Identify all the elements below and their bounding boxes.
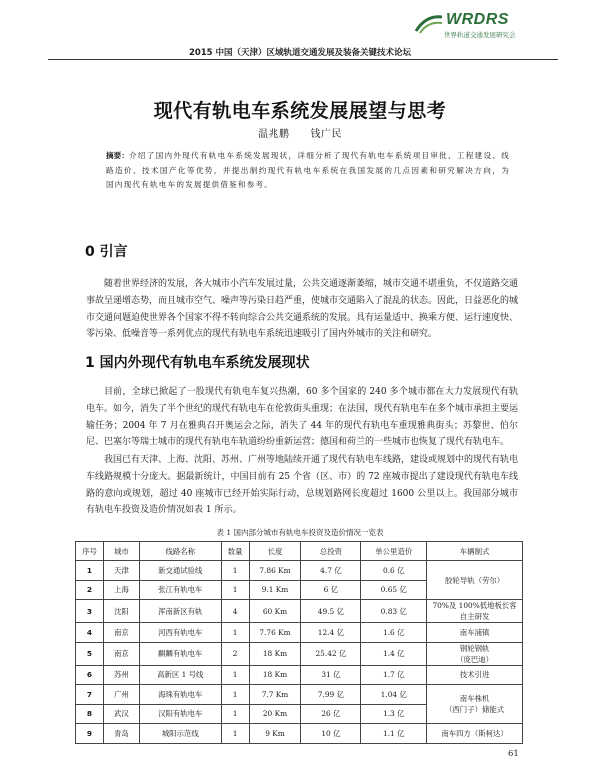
col-header: 车辆制式 — [427, 542, 523, 561]
status-paragraph-1: 目前，全球已掀起了一股现代有轨电车复兴热潮，60 多个国家的 240 多个城市都在大力发展现代有轨电车。如今，消失了半个世纪的现代有轨电车在伦敦街头重现；在法国，现代有轨电车在多个城市承担主要运输任务；2004 年 7 月在雅典召开奥运会之际，消失了 44 年的现代有轨电车重现雅典街头；苏黎世、伯尔尼、巴塞尔等瑞士城市的现代有轨电车轨道纷纷重新运营；德国和荷兰的一些城市也恢复了现代有轨电车。 — [86, 387, 519, 448]
table-header-row — [76, 542, 523, 561]
cell-line: 城阳示范线 — [139, 724, 221, 744]
mode-line: （庞巴迪） — [456, 654, 494, 664]
cell-count: 1 — [221, 724, 249, 744]
rail-logo-icon — [414, 13, 444, 35]
cell-no: 7 — [76, 685, 104, 705]
cell-per-km: 0.6 亿 — [361, 561, 427, 581]
cell-mode: 技术引进 — [427, 665, 523, 685]
cell-line: 河西有轨电车 — [139, 623, 221, 643]
cell-mode: 南车四方（斯柯达） — [427, 724, 523, 744]
cell-count: 2 — [221, 642, 249, 665]
cell-city: 沈阳 — [103, 600, 139, 623]
cell-total: 12.4 亿 — [301, 623, 361, 643]
cell-length: 7.86 Km — [249, 561, 301, 581]
cell-line: 高新区 1 号线 — [139, 665, 221, 685]
table-row — [76, 600, 523, 623]
table-caption: 表 1 国内部分城市有轨电车投资及造价情况一览表 — [216, 528, 384, 537]
paper-title: 现代有轨电车系统发展展望与思考 — [153, 100, 447, 122]
cell-line: 张江有轨电车 — [139, 580, 221, 600]
cell-mode: 70%及 100%低地板长客自主研发 — [427, 600, 523, 623]
table-row — [76, 561, 523, 581]
cell-per-km: 0.65 亿 — [361, 580, 427, 600]
section-heading-intro: 0 引言 — [85, 244, 128, 260]
cell-line: 海珠有轨电车 — [139, 685, 221, 705]
cell-city: 青岛 — [103, 724, 139, 744]
cell-city: 天津 — [103, 561, 139, 581]
cell-city: 武汉 — [103, 704, 139, 724]
cell-length: 7.7 Km — [249, 685, 301, 705]
mode-line: 钢轮钢轨 — [459, 643, 490, 653]
cell-no: 4 — [76, 623, 104, 643]
cell-total: 49.5 亿 — [301, 600, 361, 623]
cell-per-km: 1.04 亿 — [361, 685, 427, 705]
table-row — [76, 724, 523, 744]
cell-length: 18 Km — [249, 665, 301, 685]
cell-count: 4 — [221, 600, 249, 623]
investment-table — [75, 541, 523, 744]
intro-paragraph: 随着世界经济的发展，各大城市小汽车发展过量，公共交通逐渐萎缩，城市交通不堪重负，不仅道路交通事故呈递增态势，而且城市空气、噪声等污染日趋严重，使城市交通陷入了混乱的状态。因此，日益恶化的城市交通问题迫使世界各个国家不得不转向综合公共交通系统的发展。具有运量适中、换乘方便、运行速度快、零污染、低噪音等一系列优点的现代有轨电车系统迅速吸引了国内外城市的关注和研究。 — [86, 279, 519, 340]
running-head: 2015 中国（天津）区域轨道交通发展及装备关键技术论坛 — [188, 48, 412, 58]
cell-per-km: 1.1 亿 — [361, 724, 427, 744]
cell-no: 8 — [76, 704, 104, 724]
cell-no: 9 — [76, 724, 104, 744]
cell-line: 麒麟有轨电车 — [139, 642, 221, 665]
cell-length: 9 Km — [249, 724, 301, 744]
cell-line: 新交通试验线 — [139, 561, 221, 581]
abstract-text: 介绍了国内外现代有轨电车系统发展现状，详细分析了现代有轨电车系统项目审批、工程建设、线路造价、技术国产化等优势，并提出制约现代有轨电车系统在我国发展的几点因素和研究解决方向，为国内现代有轨电车的发展提供借鉴和参考。 — [106, 151, 510, 189]
col-header: 总投资 — [301, 542, 361, 561]
cell-total: 26 亿 — [301, 704, 361, 724]
cell-mode — [427, 685, 523, 724]
cell-count: 1 — [221, 704, 249, 724]
cell-line: 汉阳有轨电车 — [139, 704, 221, 724]
cell-city: 南京 — [103, 642, 139, 665]
col-header: 城市 — [103, 542, 139, 561]
cell-count: 1 — [221, 665, 249, 685]
abstract — [106, 149, 510, 193]
cell-count: 1 — [221, 561, 249, 581]
cell-count: 1 — [221, 580, 249, 600]
col-header: 序号 — [76, 542, 104, 561]
col-header: 线路名称 — [139, 542, 221, 561]
cell-total: 31 亿 — [301, 665, 361, 685]
col-header: 长度 — [249, 542, 301, 561]
cell-length: 60 Km — [249, 600, 301, 623]
cell-city: 苏州 — [103, 665, 139, 685]
cell-city: 上海 — [103, 580, 139, 600]
cell-length: 7.76 Km — [249, 623, 301, 643]
col-header: 数量 — [221, 542, 249, 561]
cell-city: 南京 — [103, 623, 139, 643]
cell-count: 1 — [221, 685, 249, 705]
table-row — [76, 623, 523, 643]
cell-per-km: 1.6 亿 — [361, 623, 427, 643]
header-rule — [48, 59, 558, 60]
cell-total: 25.42 亿 — [301, 642, 361, 665]
cell-total: 7.99 亿 — [301, 685, 361, 705]
cell-no: 1 — [76, 561, 104, 581]
paper-authors: 温兆鹏 钱广民 — [258, 129, 342, 140]
abstract-label: 摘要： — [106, 151, 129, 160]
cell-no: 6 — [76, 665, 104, 685]
cell-no: 5 — [76, 642, 104, 665]
cell-length: 18 Km — [249, 642, 301, 665]
cell-per-km: 1.3 亿 — [361, 704, 427, 724]
cell-mode — [427, 642, 523, 665]
table-row — [76, 665, 523, 685]
cell-per-km: 1.7 亿 — [361, 665, 427, 685]
cell-mode: 胶轮导轨（劳尔） — [427, 561, 523, 600]
col-header: 单公里造价 — [361, 542, 427, 561]
cell-city: 广州 — [103, 685, 139, 705]
cell-total: 10 亿 — [301, 724, 361, 744]
cell-count: 1 — [221, 623, 249, 643]
cell-total: 6 亿 — [301, 580, 361, 600]
cell-line: 浑南新区有轨 — [139, 600, 221, 623]
cell-per-km: 0.83 亿 — [361, 600, 427, 623]
page-number: 61 — [508, 749, 519, 759]
cell-no: 3 — [76, 600, 104, 623]
table-row — [76, 685, 523, 705]
mode-line: 南车株机 — [459, 694, 490, 703]
cell-total: 4.7 亿 — [301, 561, 361, 581]
cell-per-km: 1.4 亿 — [361, 642, 427, 665]
cell-length: 9.1 Km — [249, 580, 301, 600]
cell-no: 2 — [76, 580, 104, 600]
logo-text: WRDRS — [446, 11, 509, 28]
cell-mode: 南车浦镇 — [427, 623, 523, 643]
table-row — [76, 642, 523, 665]
wrdrs-logo — [414, 11, 564, 41]
status-paragraph-2: 我国已有天津、上海、沈阳、苏州、广州等地陆续开通了现代有轨电车线路，建设或规划中的现代有轨电车线路规模十分庞大。据最新统计，中国目前有 25 个省（区、市）的 72 座城市提出了建设现代有轨电车线路的意向或规划，超过 40 座城市已经开始实际行动，总规划路网长度超过 1600 公里以上。我国部分城市有轨电车投资及造价情况如表 1 所示。 — [86, 455, 519, 516]
cell-length: 20 Km — [249, 704, 301, 724]
logo-subtitle: 世界轨道交通发展研究会 — [444, 31, 516, 39]
mode-line: （西门子）储能式 — [445, 705, 505, 714]
section-heading-status: 1 国内外现代有轨电车系统发展现状 — [85, 355, 310, 371]
